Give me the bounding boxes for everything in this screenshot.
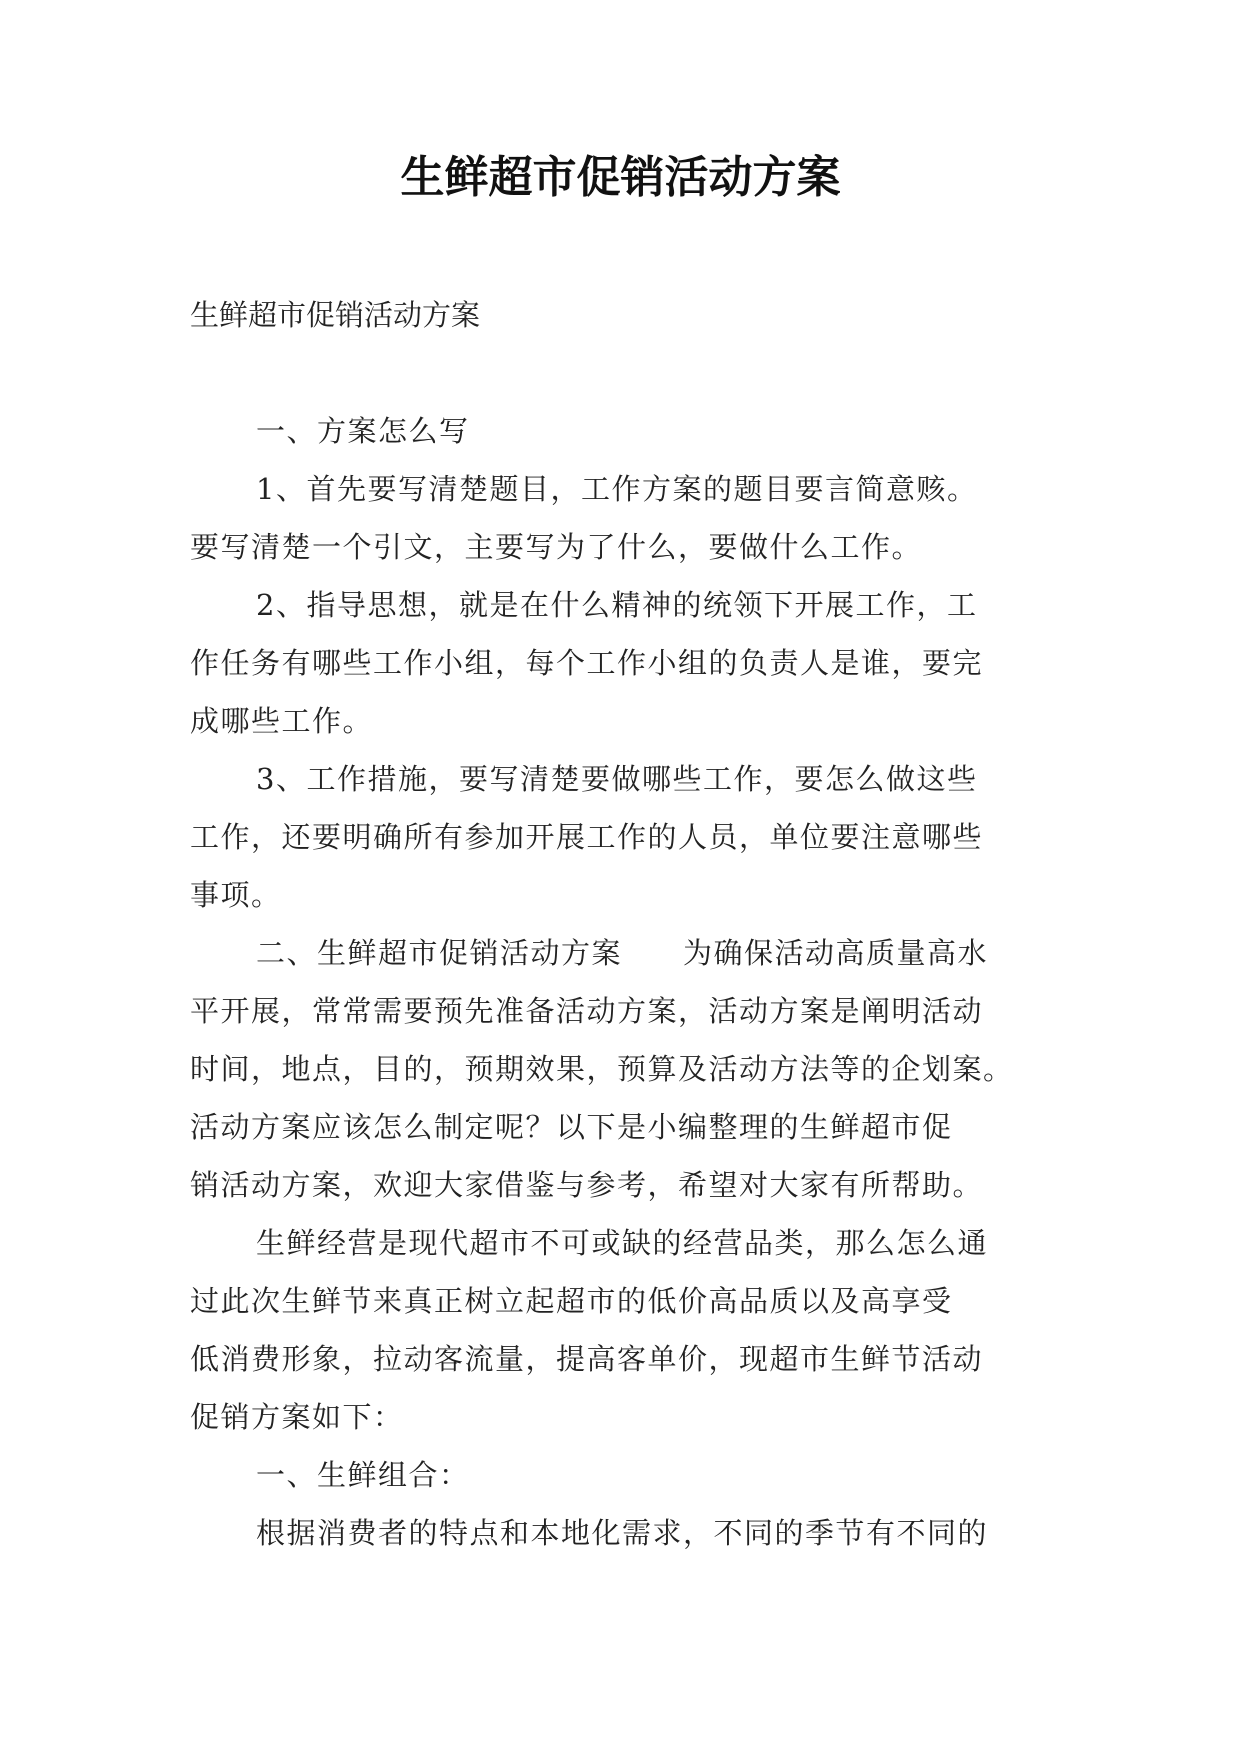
paragraph-section-2-intro bbox=[190, 924, 1060, 1214]
paragraph-item-3 bbox=[190, 750, 1060, 924]
text-line: 二、生鲜超市促销活动方案 为确保活动高质量高水 bbox=[256, 936, 989, 970]
document-body bbox=[190, 402, 1060, 1562]
document-title: 生鲜超市促销活动方案 bbox=[400, 152, 841, 203]
text-line: 成哪些工作。 bbox=[190, 704, 374, 738]
text-line: 事项。 bbox=[190, 878, 282, 912]
text-line: 根据消费者的特点和本地化需求，不同的季节有不同的 bbox=[256, 1516, 989, 1550]
text-line: 工作，还要明确所有参加开展工作的人员，单位要注意哪些 bbox=[190, 820, 984, 854]
text-line: 过此次生鲜节来真正树立起超市的低价高品质以及高享受 bbox=[190, 1284, 953, 1318]
text-line: 平开展，常常需要预先准备活动方案，活动方案是阐明活动 bbox=[190, 994, 984, 1028]
paragraph-fresh-operations bbox=[190, 1214, 1060, 1446]
text-line: 作任务有哪些工作小组，每个工作小组的负责人是谁，要完 bbox=[190, 646, 984, 680]
text-line: 活动方案应该怎么制定呢？以下是小编整理的生鲜超市促 bbox=[190, 1110, 953, 1144]
paragraph-section-heading-1 bbox=[190, 402, 1060, 460]
paragraph-fresh-combo-body bbox=[190, 1504, 1060, 1562]
text-line: 促销方案如下： bbox=[190, 1400, 404, 1434]
text-line: 要写清楚一个引文，主要写为了什么，要做什么工作。 bbox=[190, 530, 923, 564]
text-line: 时间，地点，目的，预期效果，预算及活动方法等的企划案。 bbox=[190, 1052, 1014, 1086]
text-line: 销活动方案，欢迎大家借鉴与参考，希望对大家有所帮助。 bbox=[190, 1168, 984, 1202]
text-line: 低消费形象，拉动客流量，提高客单价，现超市生鲜节活动 bbox=[190, 1342, 984, 1376]
text-line: 一、方案怎么写 bbox=[256, 414, 470, 448]
text-line: 2、指导思想，就是在什么精神的统领下开展工作，工 bbox=[256, 588, 978, 622]
paragraph-section-heading-fresh-combo bbox=[190, 1446, 1060, 1504]
text-line: 3、工作措施，要写清楚要做哪些工作，要怎么做这些 bbox=[256, 762, 978, 796]
document-subtitle: 生鲜超市促销活动方案 bbox=[190, 298, 481, 332]
text-line: 1、首先要写清楚题目，工作方案的题目要言简意赅。 bbox=[256, 472, 978, 506]
text-line: 生鲜经营是现代超市不可或缺的经营品类，那么怎么通 bbox=[256, 1226, 989, 1260]
paragraph-item-2 bbox=[190, 576, 1060, 750]
text-line: 一、生鲜组合： bbox=[256, 1458, 470, 1492]
paragraph-item-1 bbox=[190, 460, 1060, 576]
